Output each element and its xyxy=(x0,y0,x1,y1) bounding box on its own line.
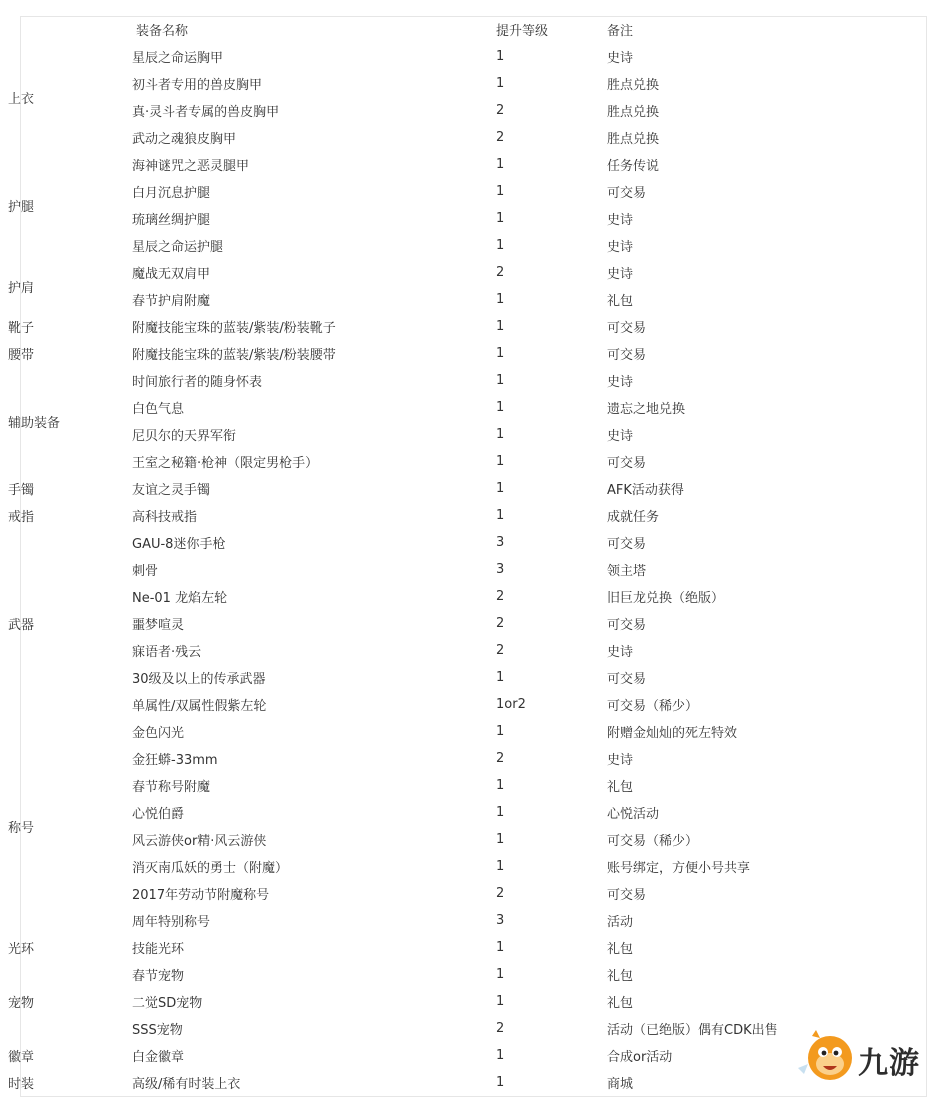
table-row xyxy=(20,961,927,988)
item-name: 春节宠物 xyxy=(132,969,185,984)
header-name: 装备名称 xyxy=(136,24,189,39)
table-row xyxy=(20,637,927,664)
item-note: 胜点兑换 xyxy=(607,78,660,93)
item-note: 活动 xyxy=(607,915,634,930)
item-level: 1 xyxy=(496,670,505,685)
item-note: 商城 xyxy=(607,1077,634,1092)
item-level: 1 xyxy=(496,994,505,1009)
item-level: 1 xyxy=(496,319,505,334)
item-level: 1or2 xyxy=(496,697,526,712)
item-name: 附魔技能宝珠的蓝装/紫装/粉装腰带 xyxy=(132,348,336,363)
item-level: 1 xyxy=(496,157,505,172)
table-row xyxy=(20,448,927,475)
item-level: 1 xyxy=(496,832,505,847)
item-note: 礼包 xyxy=(607,780,634,795)
item-note: 史诗 xyxy=(607,267,634,282)
header-category xyxy=(20,16,132,43)
item-level: 1 xyxy=(496,508,505,523)
item-name: 白色气息 xyxy=(132,402,185,417)
category-label: 靴子 xyxy=(8,321,35,336)
item-level: 1 xyxy=(496,184,505,199)
item-name: 尼贝尔的天界军衔 xyxy=(132,429,237,444)
category-cell xyxy=(8,961,132,1042)
item-note: 旧巨龙兑换（绝版） xyxy=(607,591,725,606)
category-label: 上衣 xyxy=(8,91,35,107)
item-note: 可交易（稀少） xyxy=(607,699,699,714)
table-row xyxy=(20,124,927,151)
category-label: 时装 xyxy=(8,1077,35,1092)
table-header-row xyxy=(20,16,927,43)
category-cell xyxy=(8,1042,132,1069)
item-level: 3 xyxy=(496,562,505,577)
item-name: 风云游侠or精·风云游侠 xyxy=(132,834,267,849)
table-row xyxy=(20,475,927,502)
item-level: 3 xyxy=(496,535,505,550)
category-label: 称号 xyxy=(8,820,35,836)
item-note: 心悦活动 xyxy=(607,807,660,822)
table-row xyxy=(20,907,927,934)
item-note: 可交易（稀少） xyxy=(607,834,699,849)
category-cell xyxy=(8,340,132,367)
category-label: 手镯 xyxy=(8,483,35,498)
category-cell xyxy=(8,502,132,529)
category-label: 护腿 xyxy=(8,199,35,215)
table-row xyxy=(20,934,927,961)
item-level: 1 xyxy=(496,481,505,496)
item-name: 刺骨 xyxy=(132,564,159,579)
item-name: 白金徽章 xyxy=(132,1050,185,1065)
table-row xyxy=(20,583,927,610)
category-label: 宠物 xyxy=(8,996,35,1011)
category-cell xyxy=(8,43,132,151)
table-row xyxy=(20,70,927,97)
category-label: 辅助装备 xyxy=(8,415,61,431)
item-note: 可交易 xyxy=(607,348,647,363)
table-row xyxy=(20,853,927,880)
item-level: 1 xyxy=(496,49,505,64)
item-note: 可交易 xyxy=(607,672,647,687)
item-note: 可交易 xyxy=(607,618,647,633)
category-cell xyxy=(8,367,132,475)
item-name: 星辰之命运胸甲 xyxy=(132,51,224,66)
item-level: 1 xyxy=(496,859,505,874)
item-name: 星辰之命运护腿 xyxy=(132,240,224,255)
item-name: 30级及以上的传承武器 xyxy=(132,672,266,687)
item-level: 1 xyxy=(496,967,505,982)
category-label: 徽章 xyxy=(8,1050,35,1065)
item-level: 2 xyxy=(496,1021,505,1036)
item-name: 时间旅行者的随身怀表 xyxy=(132,375,263,390)
category-label: 戒指 xyxy=(8,510,35,525)
item-name: 2017年劳动节附魔称号 xyxy=(132,888,270,903)
item-name: 魔战无双肩甲 xyxy=(132,267,211,282)
item-note: 史诗 xyxy=(607,375,634,390)
table-row xyxy=(20,799,927,826)
table-row xyxy=(20,286,927,313)
item-level: 2 xyxy=(496,643,505,658)
table-row xyxy=(20,664,927,691)
category-label: 腰带 xyxy=(8,348,35,363)
category-cell xyxy=(8,259,132,313)
table-row xyxy=(20,880,927,907)
item-note: 史诗 xyxy=(607,429,634,444)
item-note: 礼包 xyxy=(607,942,634,957)
header-note: 备注 xyxy=(607,24,634,39)
item-note: 礼包 xyxy=(607,294,634,309)
item-name: 琉璃丝绸护腿 xyxy=(132,213,211,228)
category-cell xyxy=(8,934,132,961)
item-level: 2 xyxy=(496,130,505,145)
table-body xyxy=(8,43,927,1096)
item-level: 1 xyxy=(496,292,505,307)
category-cell xyxy=(8,475,132,502)
table-row xyxy=(20,826,927,853)
header-level: 提升等级 xyxy=(496,24,549,39)
item-name: 春节称号附魔 xyxy=(132,780,211,795)
item-note: 附赠金灿灿的死左特效 xyxy=(607,726,738,741)
item-name: 高级/稀有时装上衣 xyxy=(132,1077,241,1092)
table-row xyxy=(20,205,927,232)
table-row xyxy=(20,529,927,556)
category-cell xyxy=(8,529,132,718)
table-row xyxy=(20,313,927,340)
table-row xyxy=(20,232,927,259)
item-note: 史诗 xyxy=(607,51,634,66)
item-name: 友谊之灵手镯 xyxy=(132,483,211,498)
table-row xyxy=(20,151,927,178)
table-row xyxy=(20,718,927,745)
item-note: 活动（已绝版）偶有CDK出售 xyxy=(607,1023,778,1038)
table-row xyxy=(20,43,927,70)
item-level: 1 xyxy=(496,454,505,469)
table-row xyxy=(20,340,927,367)
item-name: 海神谜咒之恶灵腿甲 xyxy=(132,159,250,174)
category-cell xyxy=(8,151,132,259)
item-note: 史诗 xyxy=(607,753,634,768)
item-name: 金狂蟒-33mm xyxy=(132,753,218,768)
item-level: 1 xyxy=(496,1048,505,1063)
table-row xyxy=(20,394,927,421)
item-note: 礼包 xyxy=(607,996,634,1011)
item-level: 1 xyxy=(496,238,505,253)
item-level: 1 xyxy=(496,76,505,91)
item-note: 礼包 xyxy=(607,969,634,984)
item-name: 真·灵斗者专属的兽皮胸甲 xyxy=(132,105,280,120)
category-label: 武器 xyxy=(8,618,35,633)
item-note: 史诗 xyxy=(607,213,634,228)
item-note: 合成or活动 xyxy=(607,1050,673,1065)
item-level: 1 xyxy=(496,346,505,361)
item-name: GAU-8迷你手枪 xyxy=(132,537,226,552)
item-level: 2 xyxy=(496,886,505,901)
item-level: 2 xyxy=(496,589,505,604)
item-name: 附魔技能宝珠的蓝装/紫装/粉装靴子 xyxy=(132,321,336,336)
item-name: 初斗者专用的兽皮胸甲 xyxy=(132,78,263,93)
item-name: 噩梦喧灵 xyxy=(132,618,185,633)
category-label: 护肩 xyxy=(8,280,35,296)
item-note: 可交易 xyxy=(607,186,647,201)
table-row xyxy=(20,745,927,772)
table-row xyxy=(20,97,927,124)
item-name: 金色闪光 xyxy=(132,726,185,741)
item-level: 1 xyxy=(496,1075,505,1090)
jiuyou-logo-text: 九游 xyxy=(858,1046,920,1081)
category-cell xyxy=(8,718,132,934)
table-row xyxy=(20,556,927,583)
item-name: 二觉SD宠物 xyxy=(132,996,203,1011)
item-level: 2 xyxy=(496,616,505,631)
item-level: 1 xyxy=(496,778,505,793)
item-note: AFK活动获得 xyxy=(607,483,684,498)
item-level: 1 xyxy=(496,724,505,739)
category-label: 光环 xyxy=(8,942,35,957)
item-name: 寐语者·残云 xyxy=(132,645,202,660)
item-name: 春节护肩附魔 xyxy=(132,294,211,309)
item-note: 史诗 xyxy=(607,240,634,255)
item-level: 1 xyxy=(496,211,505,226)
item-note: 账号绑定，方便小号共享 xyxy=(607,861,751,876)
item-note: 史诗 xyxy=(607,645,634,660)
table-row xyxy=(20,502,927,529)
item-level: 1 xyxy=(496,805,505,820)
item-note: 可交易 xyxy=(607,321,647,336)
item-name: 单属性/双属性假紫左轮 xyxy=(132,699,267,714)
item-level: 1 xyxy=(496,427,505,442)
item-note: 可交易 xyxy=(607,537,647,552)
item-name: 周年特别称号 xyxy=(132,915,211,930)
item-level: 1 xyxy=(496,373,505,388)
item-level: 1 xyxy=(496,940,505,955)
item-level: 1 xyxy=(496,400,505,415)
item-level: 3 xyxy=(496,913,505,928)
table-row xyxy=(20,610,927,637)
item-name: 消灭南瓜妖的勇士（附魔） xyxy=(132,861,289,876)
item-name: SSS宠物 xyxy=(132,1023,183,1038)
item-note: 可交易 xyxy=(607,888,647,903)
item-note: 可交易 xyxy=(607,456,647,471)
item-name: 白月沉息护腿 xyxy=(132,186,211,201)
category-cell xyxy=(8,1069,132,1096)
item-note: 任务传说 xyxy=(607,159,660,174)
item-name: Ne-01 龙焰左轮 xyxy=(132,591,228,606)
item-name: 高科技戒指 xyxy=(132,510,198,525)
category-cell xyxy=(8,313,132,340)
item-name: 心悦伯爵 xyxy=(132,807,185,822)
table-row xyxy=(20,259,927,286)
table-row xyxy=(20,691,927,718)
table-row xyxy=(20,178,927,205)
table-row xyxy=(20,367,927,394)
item-level: 2 xyxy=(496,751,505,766)
item-note: 遗忘之地兑换 xyxy=(607,402,686,417)
item-note: 成就任务 xyxy=(607,510,660,525)
table-row xyxy=(20,772,927,799)
equipment-table xyxy=(8,16,927,1096)
item-note: 胜点兑换 xyxy=(607,132,660,147)
item-note: 领主塔 xyxy=(607,564,647,579)
item-level: 2 xyxy=(496,103,505,118)
item-name: 王室之秘籍·枪神（限定男枪手） xyxy=(132,456,319,471)
item-name: 武动之魂狼皮胸甲 xyxy=(132,132,237,147)
item-name: 技能光环 xyxy=(132,942,185,957)
item-level: 2 xyxy=(496,265,505,280)
table-row xyxy=(20,421,927,448)
table-row xyxy=(20,988,927,1015)
orange-mascot-icon xyxy=(798,1030,852,1080)
item-note: 胜点兑换 xyxy=(607,105,660,120)
